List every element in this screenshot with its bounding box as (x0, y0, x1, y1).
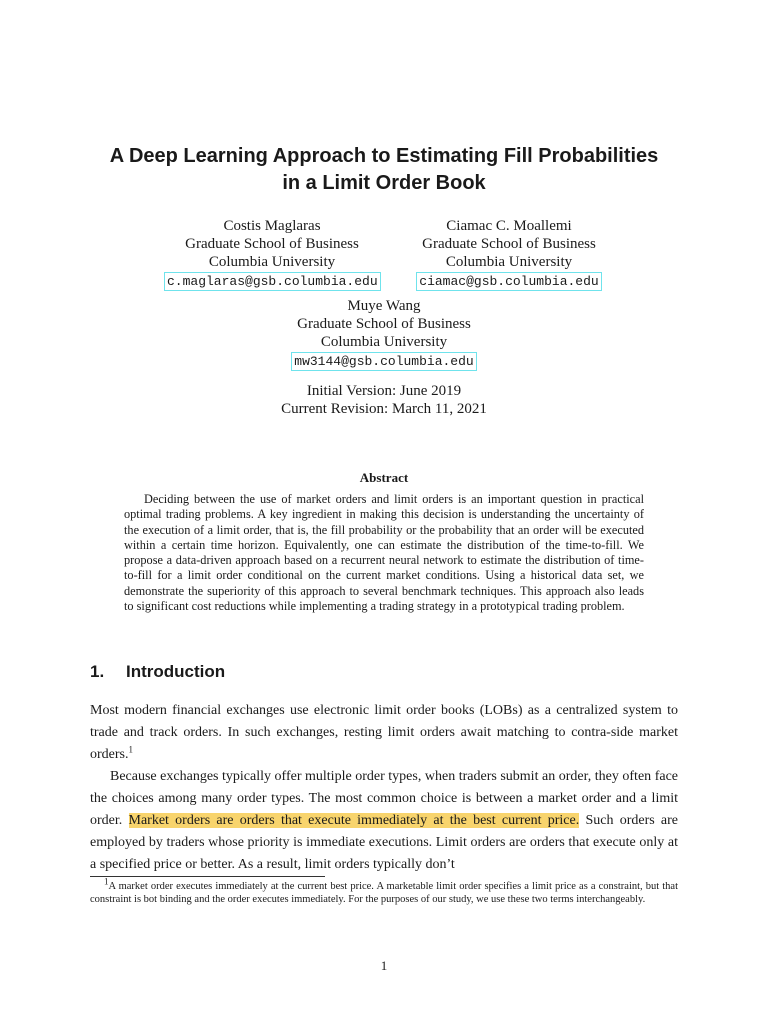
abstract-heading: Abstract (359, 470, 409, 485)
section-title: Introduction (126, 662, 226, 681)
footnote-divider (90, 876, 325, 877)
author-name: Muye Wang (347, 298, 421, 314)
author-affiliation: Graduate School of Business (422, 236, 596, 252)
page-number: 1 (380, 958, 388, 973)
author-email-link[interactable]: mw3144@gsb.columbia.edu (291, 352, 476, 371)
initial-version: Initial Version: June 2019 (306, 383, 462, 399)
author-affiliation: Graduate School of Business (297, 316, 471, 332)
abstract-text: Deciding between the use of market orders and limit orders is an important question in practical optimal trading problems. A key ingredient in making this decision is understanding the uncertainty of the execution of a limit order, that is, the fill probability or the probability that an order will be executed within a certain time horizon. Equivalently, one can estimate the distribution of the time-to-fill. We propose a data-driven approach based on a recurrent neural network to estimate the distribution of time-to-fill for a limit order conditional on the current market conditions. Using a historical data set, we demonstrate the superiority of this approach to several benchmark techniques. This approach also leads to significant cost reductions while implementing a trading strategy in a prototypical trading problem. (124, 492, 644, 614)
footnote (90, 876, 678, 907)
footnote-mark: 1 (104, 876, 109, 887)
footnote-text: A market order executes immediately at the current best price. A marketable limit order specifies a limit price as a constraint, but that constraint is bot binding and the order executes immediately. For the purposes of our study, we use these two terms interchangeably. (90, 881, 678, 906)
paragraph-2 (90, 766, 678, 876)
author-block-3 (284, 297, 484, 371)
title-line-1: A Deep Learning Approach to Estimating Fill Probabilities (109, 145, 659, 167)
author-university: Columbia University (320, 334, 448, 350)
footnote-reference[interactable]: 1 (128, 744, 133, 755)
paragraph-2-text-before: Because exchanges typically offer multiple order types, when traders submit an order, they often face the choices among many order types. The most common choice is between a market order and a limit order. (90, 769, 678, 828)
paper-title (60, 143, 708, 197)
current-revision: Current Revision: March 11, 2021 (281, 401, 487, 417)
section-number: 1. (90, 662, 105, 681)
author-block-2 (410, 217, 608, 291)
author-affiliation: Graduate School of Business (185, 236, 359, 252)
paragraph-1 (90, 700, 678, 766)
author-name: Ciamac C. Moallemi (446, 218, 572, 234)
author-email-link[interactable]: c.maglaras@gsb.columbia.edu (164, 272, 381, 291)
highlighted-text: Market orders are orders that execute immediately at the best current price. (128, 813, 580, 828)
title-line-2: in a Limit Order Book (282, 172, 486, 194)
author-name: Costis Maglaras (223, 218, 321, 234)
version-dates (0, 382, 768, 418)
author-university: Columbia University (445, 254, 573, 270)
body-text (90, 700, 678, 876)
author-university: Columbia University (208, 254, 336, 270)
paragraph-1-text: Most modern financial exchanges use electronic limit order books (LOBs) as a centralized system to trade and track orders. In such exchanges, resting limit orders await matching to contra-side market orders. (90, 703, 678, 762)
author-block-1 (164, 217, 380, 291)
paragraph-2-text-after: Such orders are employed by traders whose priority is immediate executions. Limit orders are orders that execute only at a specified price or better. As a result, limit orders typically don’t (90, 813, 679, 872)
author-email-link[interactable]: ciamac@gsb.columbia.edu (416, 272, 601, 291)
section-heading (90, 662, 225, 682)
